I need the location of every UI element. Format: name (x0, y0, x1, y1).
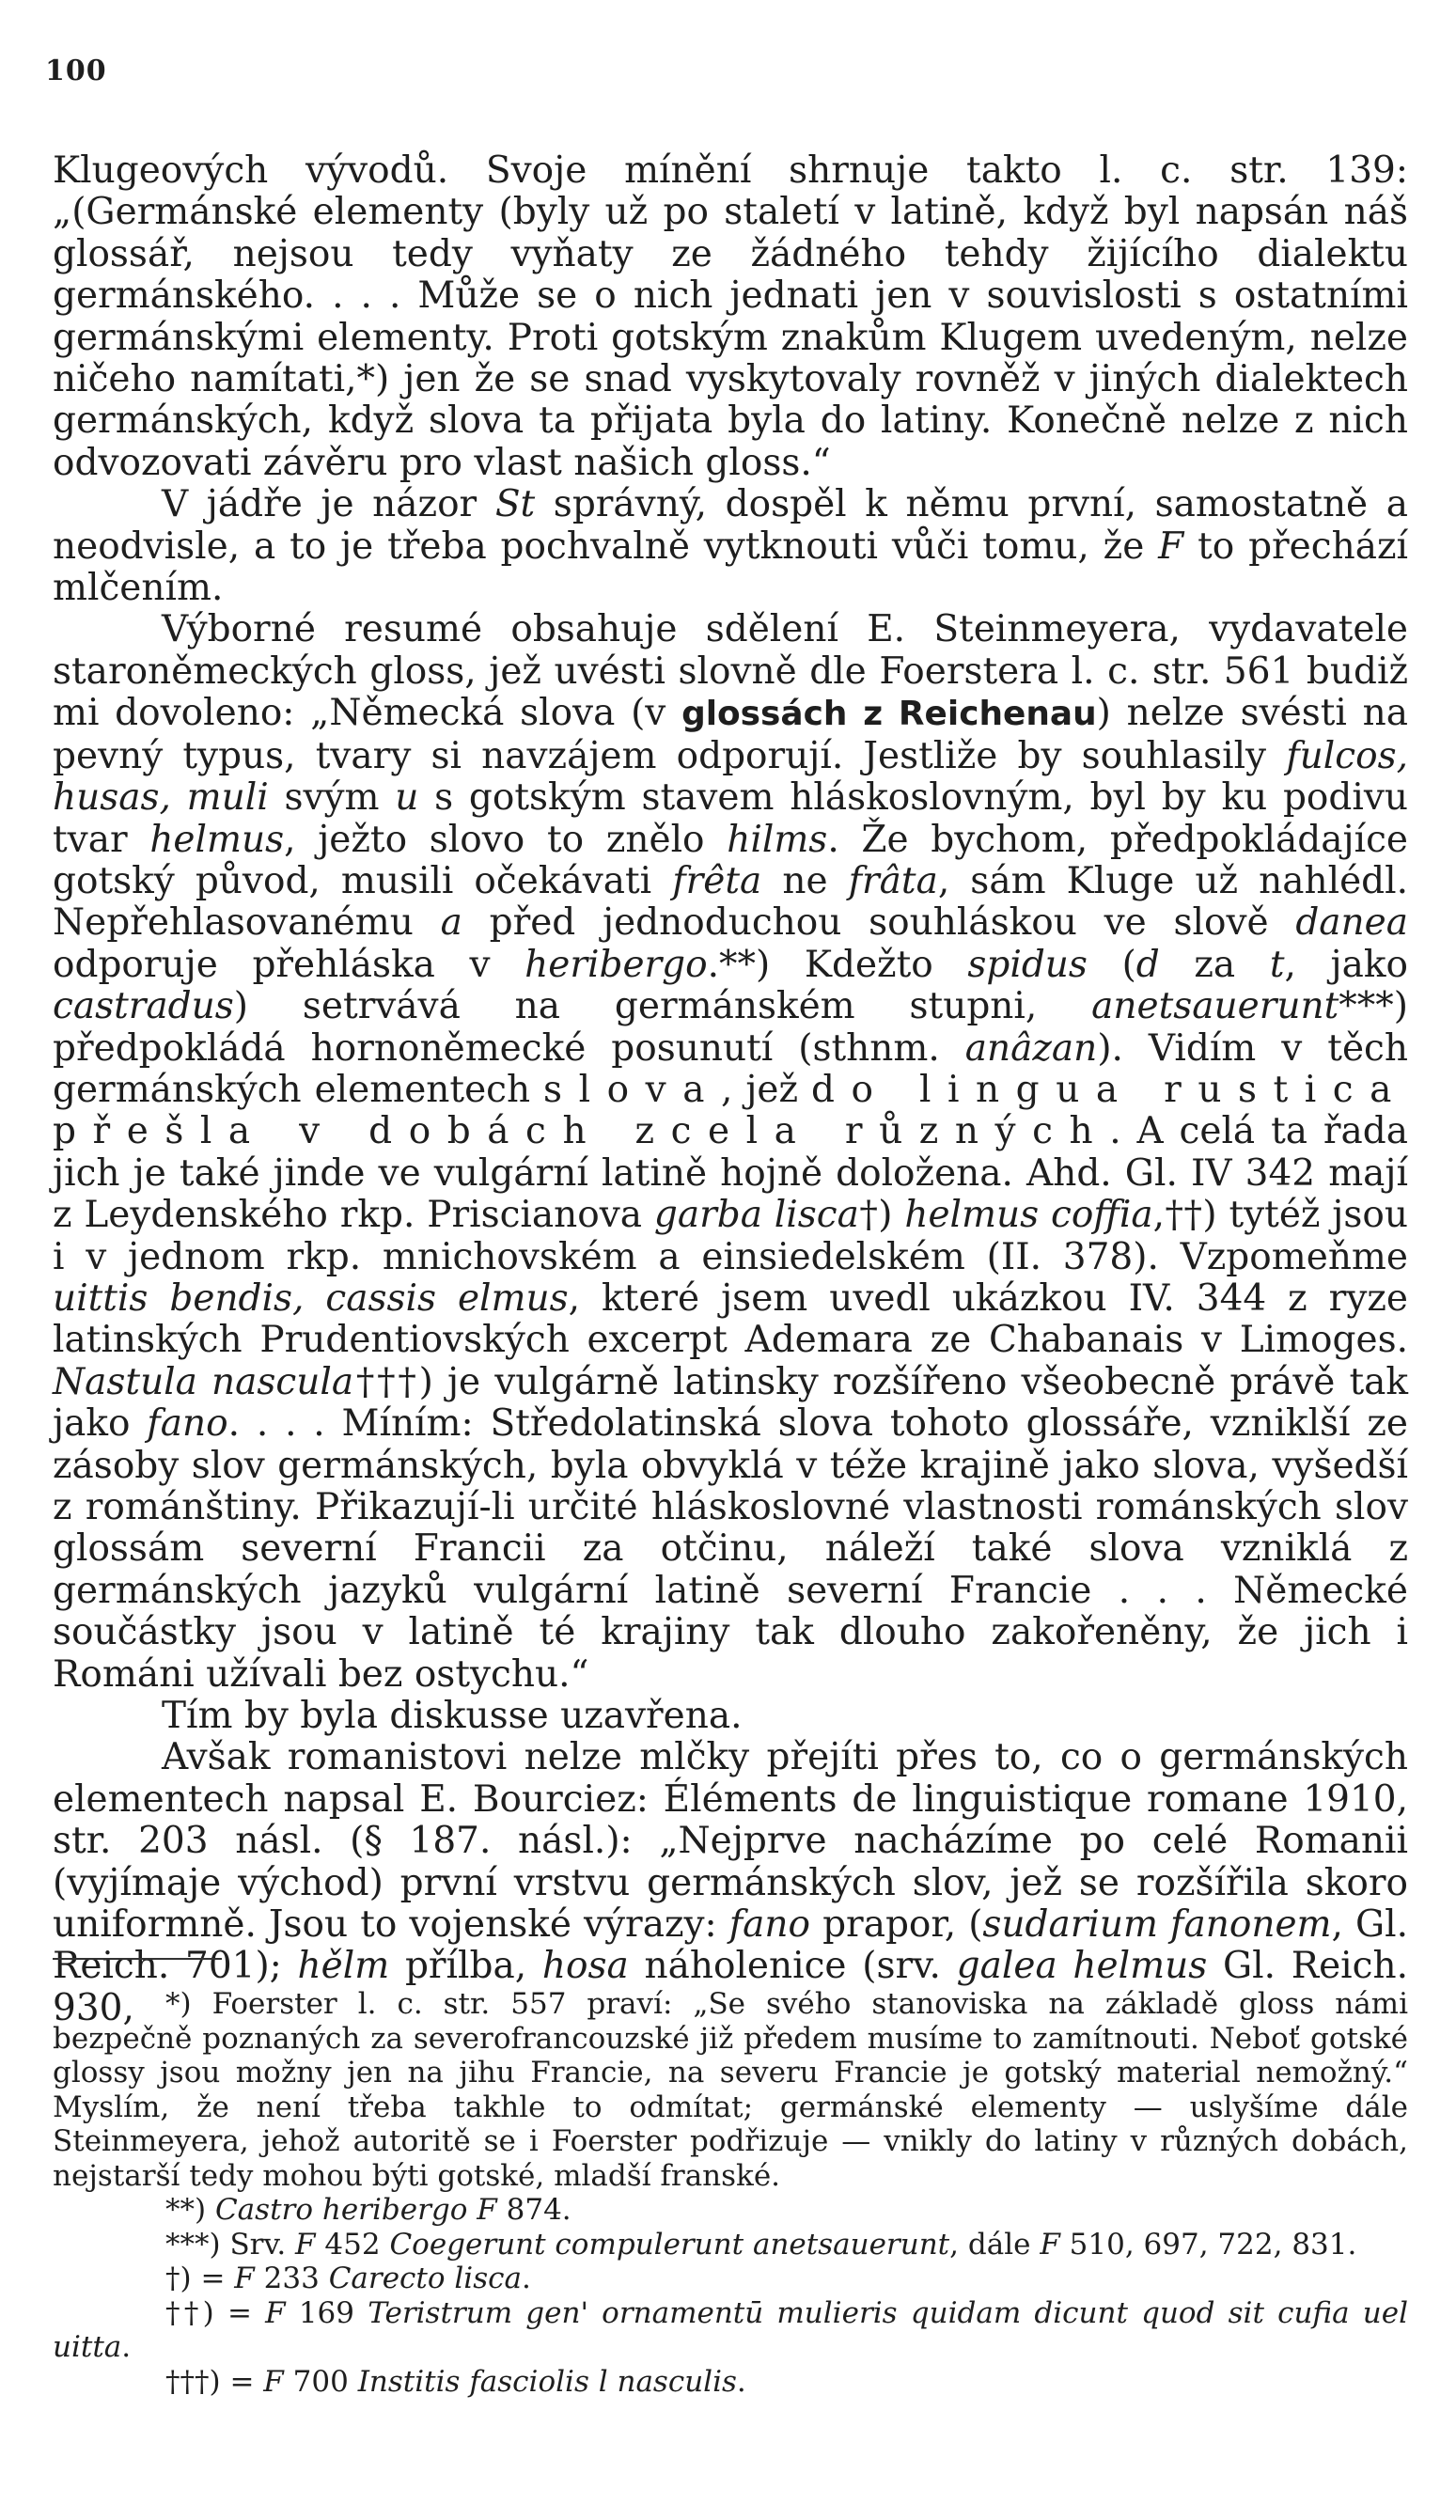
text-run: prapor, ( (810, 1903, 983, 1947)
main-text (53, 150, 1408, 2029)
paragraph (53, 609, 1408, 1696)
italic-text: anetsauerunt (1091, 985, 1339, 1028)
text-run: , jež (721, 1068, 811, 1111)
text-run: přílba, (389, 1945, 542, 1988)
footnote (53, 2365, 1408, 2400)
italic-text: F (234, 2262, 255, 2295)
footnote (53, 1987, 1408, 2193)
italic-text: frâta (848, 859, 938, 902)
text-run: . (521, 2262, 531, 2295)
text-run: s gotským stavem hláskoslovným, byl by ku podivu tvar (53, 776, 1408, 861)
text-run: ,††) tytéž jsou i v jednom rkp. mnichovském a einsiedelském (II. 378). Vzpomeňme (53, 1194, 1409, 1278)
text-run: ). Vidím v těch germánských elementech (53, 1026, 1409, 1111)
text-run: 169 (285, 2295, 368, 2330)
italic-text: hosa (541, 1945, 629, 1988)
text-run: ne (761, 859, 849, 902)
text-run: ) setrvává na germánském stupni, (233, 985, 1092, 1028)
text-run: odporuje přehláska v (53, 943, 525, 986)
paragraph (53, 1737, 1408, 2029)
italic-text: a (440, 901, 462, 945)
italic-text: Carecto lisca (328, 2262, 522, 2295)
italic-text: uittis bendis, cassis elmus (53, 1276, 569, 1320)
text-run: . Že bychom, předpokládajíce gotský původ, musili očekávati (53, 818, 1408, 902)
text-run: , které jsem uvedl ukázkou IV. 344 z ryze latinských Prudentiovských excerpt Ademara ze Chabanais v Limoges. (53, 1276, 1408, 1362)
text-run: Avšak romanistovi nelze mlčky přejíti přes to, co o germánských elementech napsal E. Bourciez: Éléments de linguistique romane 1910, str. 203 násl. (§ 187. násl.): „Nejprve nacházíme po celé Romanii (vyjímaje východ) první vrstvu germánských slov, jež se rozšířila skoro uniformně. Jsou to vojenské výrazy: (53, 1736, 1408, 1947)
italic-text: fulcos, husas, muli (53, 734, 1408, 820)
italic-text: frêta (672, 859, 762, 902)
footnotes (53, 1987, 1408, 2399)
text-run: ) nelze svésti na pevný typus, tvary si navzájem odporují. Jestliže by souhlasily (53, 692, 1408, 777)
text-run: ***) předpokládá hornoněmecké posunutí (sthnm. (53, 985, 1408, 1070)
footnote (53, 2296, 1408, 2365)
text-run: za (1159, 943, 1270, 986)
text-run: Klugeových vývodů. Svoje mínění shrnuje takto l. c. str. 139: „(Germánské elementy (byly už po staletí v latině, když byl napsán náš glossář, nejsou tedy vyňaty ze žádného tehdy žijícího dialektu germánského. . . . Může se o nich jednati jen v souvislosti s ostatními germánskými elementy. Proti gotským znakům Klugem uvedeným, nelze ničeho namítati,*) jen že se snad vyskytovaly rovněž v jiných dialektech germánských, když slova ta přijata byla do latiny. Konečně nelze z nich odvozovati závěru pro vlast našich gloss.“ (53, 149, 1408, 484)
italic-text: Castro heribergo F (214, 2193, 497, 2227)
spaced-text: slova (543, 1068, 722, 1111)
italic-text: d (1135, 943, 1160, 986)
text-run: ***) Srv. (165, 2227, 296, 2262)
italic-text: Teristrum gen' ornamentū mulieris quidam dicunt quod sit cufia uel uitta (53, 2295, 1408, 2364)
text-run: to přechází mlčením. (53, 524, 1408, 610)
italic-text: danea (1295, 901, 1408, 945)
text-run: před jednoduchou souhláskou ve slově (462, 901, 1296, 945)
italic-text: spidus (967, 943, 1088, 986)
italic-text: Nastula nascula (53, 1360, 354, 1403)
italic-text: sudarium fanonem (982, 1903, 1332, 1947)
text-run: náholenice (srv. (628, 1945, 957, 1988)
text-run: ††) = (165, 2295, 266, 2330)
text-run: 510, 697, 722, 831. (1059, 2227, 1357, 2262)
italic-text: hilms (727, 818, 828, 861)
spaced-text: do lingua rustica přešla v dobách zcela různých (53, 1068, 1408, 1153)
paragraph (53, 1696, 1408, 1737)
text-run: †) (858, 1194, 905, 1237)
italic-text: castradus (53, 985, 234, 1028)
italic-text: F (295, 2227, 316, 2262)
page-number: 100 (45, 55, 107, 87)
italic-text: Institis fasciolis l nasculis (357, 2364, 737, 2399)
text-run: . A celá ta řada jich je také jinde ve vulgární latině hojně doložena. Ahd. Gl. IV 342 mají z Leydenského rkp. Priscianova (53, 1110, 1408, 1237)
text-run: **) (165, 2193, 215, 2227)
text-run: 233 (254, 2262, 329, 2295)
text-run: .**) Kdežto (707, 943, 968, 986)
italic-text: F (1040, 2227, 1060, 2262)
text-run: , dále (949, 2227, 1041, 2262)
italic-text: helmus (149, 818, 285, 861)
text-run: †††) = (165, 2364, 264, 2399)
footnote (53, 2193, 1408, 2228)
text-run: ( (1087, 943, 1136, 986)
italic-text: t (1269, 943, 1285, 986)
italic-text: fano (147, 1402, 228, 1446)
italic-text: Coegerunt compulerunt anetsauerunt (389, 2227, 950, 2262)
italic-text: helmus coffia (904, 1194, 1153, 1237)
italic-text: F (1158, 524, 1184, 568)
italic-text: F (263, 2364, 284, 2399)
text-run: správný, dospěl k němu první, samostatně a neodvisle, a to je třeba pochvalně vytknouti vůči tomu, že (53, 483, 1408, 568)
text-run: †††) je vulgárně latinsky rozšířeno všeobecně právě tak jako (53, 1360, 1409, 1446)
text-run: . (736, 2364, 746, 2399)
text-run: 452 (315, 2227, 390, 2262)
text-run: 874. (496, 2193, 571, 2227)
text-run: †) = (165, 2262, 235, 2295)
italic-text: heribergo (524, 943, 708, 986)
italic-text: garba lisca (653, 1194, 859, 1237)
italic-text: St (494, 483, 536, 526)
italic-text: galea helmus (956, 1945, 1208, 1988)
text-run: , ježto slovo to znělo (284, 818, 728, 861)
bold-text: glossách z Reichenau (681, 695, 1097, 734)
paragraph (53, 150, 1408, 484)
paragraph (53, 484, 1408, 609)
text-run: , Gl. Reich. 701); (53, 1903, 1408, 1988)
text-run: Výborné resumé obsahuje sdělení E. Steinmeyera, vydavatele staroněmeckých gloss, jež uvésti slovně dle Foerstera l. c. str. 561 budiž mi dovoleno: „Německá slova (v (53, 608, 1408, 735)
footnote (53, 2228, 1408, 2262)
italic-text: u (395, 776, 419, 820)
italic-text: fano (728, 1903, 811, 1947)
footnote-divider (53, 1958, 222, 1960)
text-run: *) Foerster l. c. str. 557 praví: „Se svého stanoviska na základě gloss námi bezpečně poznaných za severofrancouzské již předem musíme to zamítnouti. Neboť gotské glossy jsou možny jen na jihu Francie, na severu Francie je gotský material nemožný.“ Myslím, že není třeba takhle to odmítat; germánské elementy — uslyšíme dále Steinmeyera, jehož autoritě se i Foerster podřizuje — vnikly do latiny v různých dobách, nejstarší tedy mohou býti gotské, mladší franské. (53, 1987, 1408, 2193)
footnote (53, 2262, 1408, 2296)
italic-text: anâzan (964, 1026, 1098, 1070)
text-run: V jádře je názor (162, 483, 495, 526)
text-run: . . . . Míním: Středolatinská slova tohoto glossáře, vzniklší ze zásoby slov germánských, byla obvyklá v téže krajině jako slova, vyšedší z románštiny. Přikazují-li určité hláskoslovné vlastnosti románských slov glossám severní Francii za otčinu, náleží také slova vzniklá z germánských jazyků vulgární latině severní Francie . . . Německé součástky jsou v latině té krajiny tak dlouho zakořeněny, že jich i Románi užívali bez ostychu.“ (53, 1402, 1408, 1696)
text-run: Tím by byla diskusse uzavřena. (162, 1695, 743, 1738)
text-run: 700 (283, 2364, 358, 2399)
text-run: , jako (1284, 943, 1408, 986)
text-run: svým (268, 776, 396, 820)
text-run: . (121, 2330, 132, 2364)
italic-text: hělm (297, 1945, 390, 1988)
text-run: Gl. Reich. 930, (53, 1945, 1408, 2029)
italic-text: F (265, 2295, 286, 2330)
text-run: , sám Kluge už nahlédl. Nepřehlasovanému (53, 859, 1409, 945)
